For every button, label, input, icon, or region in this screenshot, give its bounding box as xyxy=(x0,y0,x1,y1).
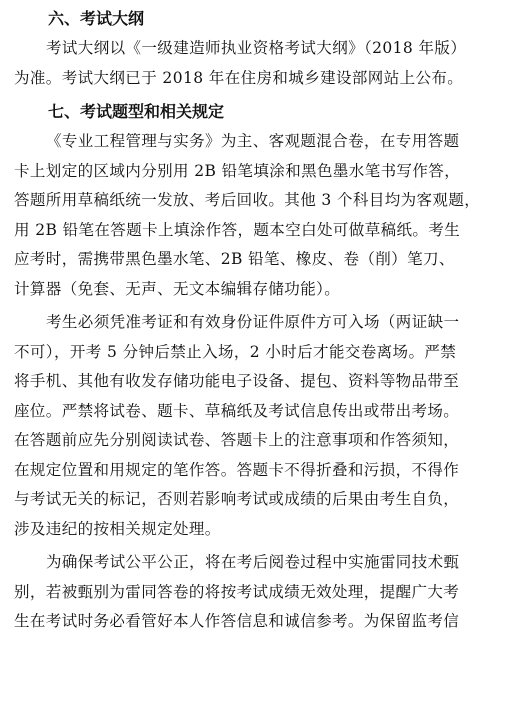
paragraph-line: 将手机、其他有收发存储功能电子设备、提包、资料等物品带至 xyxy=(14,372,460,390)
paragraph-line: 在答题前应先分别阅读试卷、答题卡上的注意事项和作答须知， xyxy=(14,431,460,449)
paragraph-line: 与考试无关的标记，否则若影响考试或成绩的后果由考生自负， xyxy=(14,490,460,508)
paragraph-line: 《专业工程管理与实务》为主、客观题混合卷，在专用答题 xyxy=(46,132,460,150)
paragraph-line: 座位。严禁将试卷、题卡、草稿纸及考试信息传出或带出考场。 xyxy=(14,401,460,420)
paragraph-line: 涉及违纪的按相关规定处理。 xyxy=(14,519,221,538)
paragraph-line: 为准。考试大纲已于 2018 年在住房和城乡建设部网站上公布。 xyxy=(14,68,464,87)
paragraph-line: 应考时，需携带黑色墨水笔、2B 铅笔、橡皮、卷（削）笔刀、 xyxy=(14,250,455,268)
paragraph-line: 考生必须凭准考证和有效身份证件原件方可入场（两证缺一 xyxy=(46,313,460,331)
paragraph xyxy=(14,127,488,304)
paragraph-line: 生在考试时务必看管好本人作答信息和诚信参考。为保留监考信 xyxy=(14,612,460,630)
paragraph xyxy=(14,308,488,544)
paragraph-line: 计算器（免套、无声、无文本编辑存储功能）。 xyxy=(14,279,341,298)
paragraph xyxy=(14,548,488,637)
paragraph-line: 在规定位置和用规定的笔作答。答题卡不得折叠和污损，不得作 xyxy=(14,460,460,479)
paragraph xyxy=(14,34,488,93)
paragraph-line: 为确保考试公平公正，将在考后阅卷过程中实施雷同技术甄 xyxy=(46,553,460,571)
section-heading-exam-format-rules: 七、考试题型和相关规定 xyxy=(48,102,225,121)
paragraph-line: 卡上划定的区域内分别用 2B 铅笔填涂和黑色墨水笔书写作答， xyxy=(14,161,461,180)
paragraph-line: 不可），开考 5 分钟后禁止入场，2 小时后才能交卷离场。严禁 xyxy=(14,342,457,361)
paragraph-line: 别，若被甄别为雷同答卷的将按考试成绩无效处理，提醒广大考 xyxy=(14,582,460,601)
section-heading-exam-syllabus: 六、考试大纲 xyxy=(48,9,145,28)
paragraph-line: 考试大纲以《一级建造师执业资格考试大纲》（2018 年版） xyxy=(46,39,467,57)
paragraph-line: 用 2B 铅笔在答题卡上填涂作答，题本空白处可做草稿纸。考生 xyxy=(14,220,461,239)
paragraph-line: 答题所用草稿纸统一发放、考后回收。其他 3 个科目均为客观题， xyxy=(14,191,481,209)
